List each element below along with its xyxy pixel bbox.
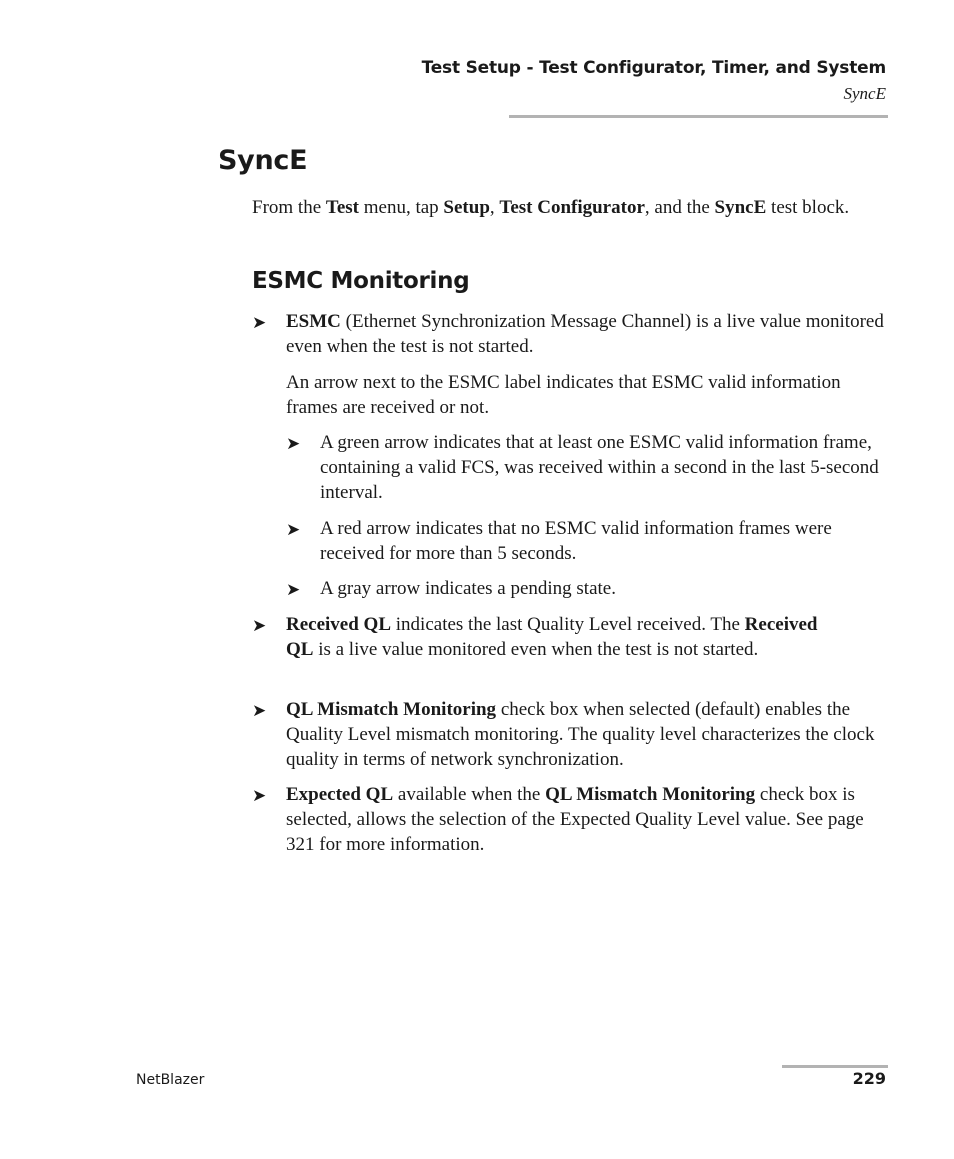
footer-product-name: NetBlazer (136, 1072, 205, 1088)
sub-bullet-arrow-icon: ➤ (286, 434, 301, 454)
section-title: ESMC Monitoring (252, 268, 470, 294)
sub-bullet-red: A red arrow indicates that no ESMC valid information frames were received for more than 5 seconds. (320, 518, 832, 564)
page-number: 229 (852, 1069, 886, 1088)
bullet-esmc: ESMC (Ethernet Synchronization Message Channel) is a live value monitored even when the test is not started. (286, 311, 884, 357)
chapter-title: Test Setup - Test Configurator, Timer, and System (421, 58, 886, 78)
sub-bullet-gray: A gray arrow indicates a pending state. (320, 578, 616, 599)
bullet-expected-ql: Expected QL available when the QL Mismatch Monitoring check box is selected, allows the selection of the Expected Quality Level value. See page 321 for more information. (286, 784, 864, 855)
bullet-arrow-icon: ➤ (252, 701, 267, 721)
bullet-arrow-icon: ➤ (252, 616, 267, 636)
header-rule (509, 115, 888, 118)
sub-bullet-arrow-icon: ➤ (286, 520, 301, 540)
bullet-arrow-icon: ➤ (252, 313, 267, 333)
bullet-received-ql: Received QL indicates the last Quality Level received. The Received QL is a live value monitored even when the test is not started. (286, 614, 818, 660)
sub-bullet-green: A green arrow indicates that at least one ESMC valid information frame, containing a valid FCS, was received within a second in the last 5-second interval. (320, 432, 879, 503)
sub-bullet-arrow-icon: ➤ (286, 580, 301, 600)
esmc-note-paragraph: An arrow next to the ESMC label indicates that ESMC valid information frames are received or not. (286, 372, 841, 418)
section-subtitle: SyncE (843, 84, 886, 103)
bullet-ql-mismatch: QL Mismatch Monitoring check box when selected (default) enables the Quality Level mismatch monitoring. The quality level characterizes the clock quality in terms of network synchronization. (286, 699, 875, 770)
page-title: SyncE (218, 145, 308, 176)
running-header (422, 56, 886, 108)
bullet-arrow-icon: ➤ (252, 786, 267, 806)
intro-paragraph: From the Test menu, tap Setup, Test Configurator, and the SyncE test block. (252, 197, 850, 218)
